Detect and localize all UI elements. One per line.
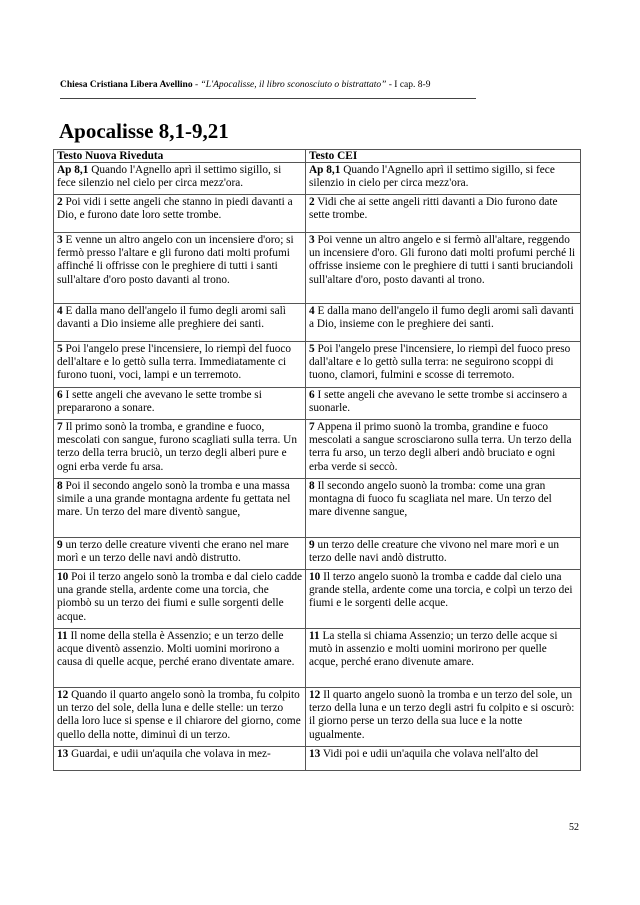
verse-text: Il primo sonò la tromba, e grandine e fuoco, mescolati con sangue, furono scagliati sulla terra. Un terzo della terra bruciò, un terzo degli alberi pure e ogni erba verde fu arsa. (57, 421, 297, 473)
verse-reference: Ap 8,1 (309, 164, 341, 176)
verse-reference: 4 (57, 305, 63, 317)
verse-text: Poi venne un altro angelo e si fermò all'altare, reggendo un incensiere d'oro. Gli furono dati molti profumi perché li offrisse insieme con le preghiere di tutti i santi bruciandoli sull'altare d'oro, posto davanti al trono. (309, 234, 576, 286)
header-work-title: “L'Apocalisse, il libro sconosciuto o bistrattato” (200, 80, 387, 90)
table-row (54, 304, 581, 342)
cell-cei (306, 747, 581, 771)
table-header-row (54, 150, 581, 163)
verse-text: Il terzo angelo suonò la tromba e cadde dal cielo una grande stella, ardente come una torcia, e colpì un terzo dei fiumi e le sorgenti delle acque. (309, 571, 573, 610)
verse-text: E dalla mano dell'angelo il fumo degli aromi salì davanti a Dio insieme alle preghiere dei santi. (57, 305, 286, 331)
cell-cei (306, 570, 581, 629)
verse-reference: Ap 8,1 (57, 164, 89, 176)
verse-reference: 10 (57, 571, 69, 583)
cell-nuova-riveduta (54, 570, 306, 629)
verse-text: E venne un altro angelo con un incensiere d'oro; si fermò presso l'altare e gli furono dati molti profumi affinché li offrisse con le preghiere di tutti i santi sull'altare d'oro posto davanti al trono. (57, 234, 294, 286)
verse-text: E dalla mano dell'angelo il fumo degli aromi salì davanti a Dio, insieme con le preghiere dei santi. (309, 305, 574, 331)
verse-text: Il secondo angelo suonò la tromba: come una gran montagna di fuoco fu scagliata nel mare. Un terzo del mare divenne sangue, (309, 480, 552, 519)
cell-cei (306, 629, 581, 688)
verse-reference: 9 (309, 539, 315, 551)
verse-reference: 13 (57, 748, 69, 760)
running-header (60, 79, 530, 91)
verse-text: Poi il terzo angelo sonò la tromba e dal cielo cadde una grande stella, ardente come una torcia, che piombò su un terzo dei fiumi e sulle sorgenti delle acque. (57, 571, 303, 623)
verse-text: I sette angeli che avevano le sette trombe si accinsero a suonarle. (309, 389, 568, 415)
table-row (54, 479, 581, 538)
verse-text: Poi l'angelo prese l'incensiere, lo riempì del fuoco preso dall'altare e lo gettò sulla terra: ne seguirono scoppi di tuono, clamori, fulmini e scosse di terremoto. (309, 343, 571, 382)
verse-text: Il nome della stella è Assenzio; e un terzo delle acque diventò assenzio. Molti uomini morirono a causa di quelle acque, perché erano diventate amare. (57, 630, 295, 669)
header-organization: Chiesa Cristiana Libera Avellino (60, 80, 193, 90)
table-row (54, 629, 581, 688)
table-row (54, 688, 581, 747)
verse-reference: 12 (57, 689, 69, 701)
cell-nuova-riveduta (54, 195, 306, 233)
table-row (54, 538, 581, 570)
verse-reference: 11 (309, 630, 320, 642)
cell-nuova-riveduta (54, 629, 306, 688)
verse-text: Poi vidi i sette angeli che stanno in piedi davanti a Dio, e furono date loro sette trombe. (57, 196, 293, 222)
cell-cei (306, 479, 581, 538)
verse-reference: 8 (57, 480, 63, 492)
table-row (54, 163, 581, 195)
verse-reference: 4 (309, 305, 315, 317)
verse-reference: 11 (57, 630, 68, 642)
table-row (54, 747, 581, 771)
verse-reference: 3 (57, 234, 63, 246)
verse-text: Appena il primo suonò la tromba, grandine e fuoco mescolati a sangue scrosciarono sulla terra. Un terzo della terra fu arso, un terzo degli alberi andò bruciato e ogni erba verde si seccò. (309, 421, 572, 473)
verse-reference: 7 (57, 421, 63, 433)
table-row (54, 570, 581, 629)
cell-nuova-riveduta (54, 233, 306, 304)
cell-nuova-riveduta (54, 479, 306, 538)
verse-reference: 12 (309, 689, 321, 701)
cell-nuova-riveduta (54, 688, 306, 747)
page-title: Apocalisse 8,1-9,21 (59, 119, 229, 143)
cell-cei (306, 163, 581, 195)
verse-reference: 2 (57, 196, 63, 208)
cell-nuova-riveduta (54, 420, 306, 479)
verse-text: Quando l'Agnello aprì il settimo sigillo, si fece silenzio in cielo per circa mezz'ora. (309, 164, 555, 190)
cell-cei (306, 195, 581, 233)
cell-nuova-riveduta (54, 388, 306, 420)
verse-reference: 6 (309, 389, 315, 401)
verse-text: Poi il secondo angelo sonò la tromba e una massa simile a una grande montagna ardente fu gettata nel mare. Un terzo del mare diventò sangue, (57, 480, 291, 519)
verse-text: Quando l'Agnello aprì il settimo sigillo, si fece silenzio nel cielo per circa mezz'ora. (57, 164, 282, 190)
header-separator: - (192, 80, 201, 90)
verse-text: un terzo delle creature viventi che erano nel mare morì e un terzo delle navi andò distrutto. (57, 539, 289, 565)
verse-text: un terzo delle creature che vivono nel mare morì e un terzo delle navi andò distrutto. (309, 539, 560, 565)
verse-text: Quando il quarto angelo sonò la tromba, fu colpito un terzo del sole, della luna e delle stelle: un terzo della loro luce si spense e il chiarore del giorno, come quello della notte, diminuì di un terzo. (57, 689, 301, 741)
table-body (54, 163, 581, 771)
verse-reference: 8 (309, 480, 315, 492)
column-header-cei: Testo CEI (306, 150, 581, 163)
verse-reference: 13 (309, 748, 321, 760)
verse-text: Vidi che ai sette angeli ritti davanti a Dio furono date sette trombe. (309, 196, 558, 222)
verse-reference: 9 (57, 539, 63, 551)
table-row (54, 388, 581, 420)
cell-cei (306, 233, 581, 304)
verse-reference: 5 (309, 343, 315, 355)
cell-nuova-riveduta (54, 342, 306, 388)
column-header-nuova-riveduta: Testo Nuova Riveduta (54, 150, 306, 163)
verse-reference: 6 (57, 389, 63, 401)
table-row (54, 233, 581, 304)
cell-nuova-riveduta (54, 304, 306, 342)
verse-text: Vidi poi e udii un'aquila che volava nell'alto del (320, 748, 539, 760)
verse-text: Poi l'angelo prese l'incensiere, lo riempì del fuoco dell'altare e lo gettò sulla terra. Immediatamente ci furono tuoni, voci, lampi e un terremoto. (57, 343, 292, 382)
verse-text: I sette angeli che avevano le sette trombe si prepararono a sonare. (57, 389, 262, 415)
cell-cei (306, 342, 581, 388)
page-number: 52 (569, 822, 579, 833)
verse-reference: 7 (309, 421, 315, 433)
header-rule (60, 98, 476, 99)
header-chapter: - I cap. 8-9 (386, 80, 431, 90)
cell-cei (306, 420, 581, 479)
cell-nuova-riveduta (54, 538, 306, 570)
cell-nuova-riveduta (54, 163, 306, 195)
verse-reference: 10 (309, 571, 321, 583)
verse-reference: 5 (57, 343, 63, 355)
cell-cei (306, 688, 581, 747)
verse-text: Il quarto angelo suonò la tromba e un terzo del sole, un terzo della luna e un terzo degli astri fu colpito e si oscurò: il giorno perse un terzo della sua luce e la notte ugualmente. (309, 689, 575, 741)
verse-text: La stella si chiama Assenzio; un terzo delle acque si mutò in assenzio e molti uomini morirono per quelle acque, perché erano divenute amare. (309, 630, 558, 669)
table-row (54, 195, 581, 233)
comparison-table (53, 149, 581, 771)
cell-cei (306, 388, 581, 420)
cell-cei (306, 304, 581, 342)
verse-text: Guardai, e udii un'aquila che volava in mez- (68, 748, 271, 760)
cell-nuova-riveduta (54, 747, 306, 771)
verse-reference: 2 (309, 196, 315, 208)
verse-reference: 3 (309, 234, 315, 246)
table-row (54, 420, 581, 479)
cell-cei (306, 538, 581, 570)
table-row (54, 342, 581, 388)
